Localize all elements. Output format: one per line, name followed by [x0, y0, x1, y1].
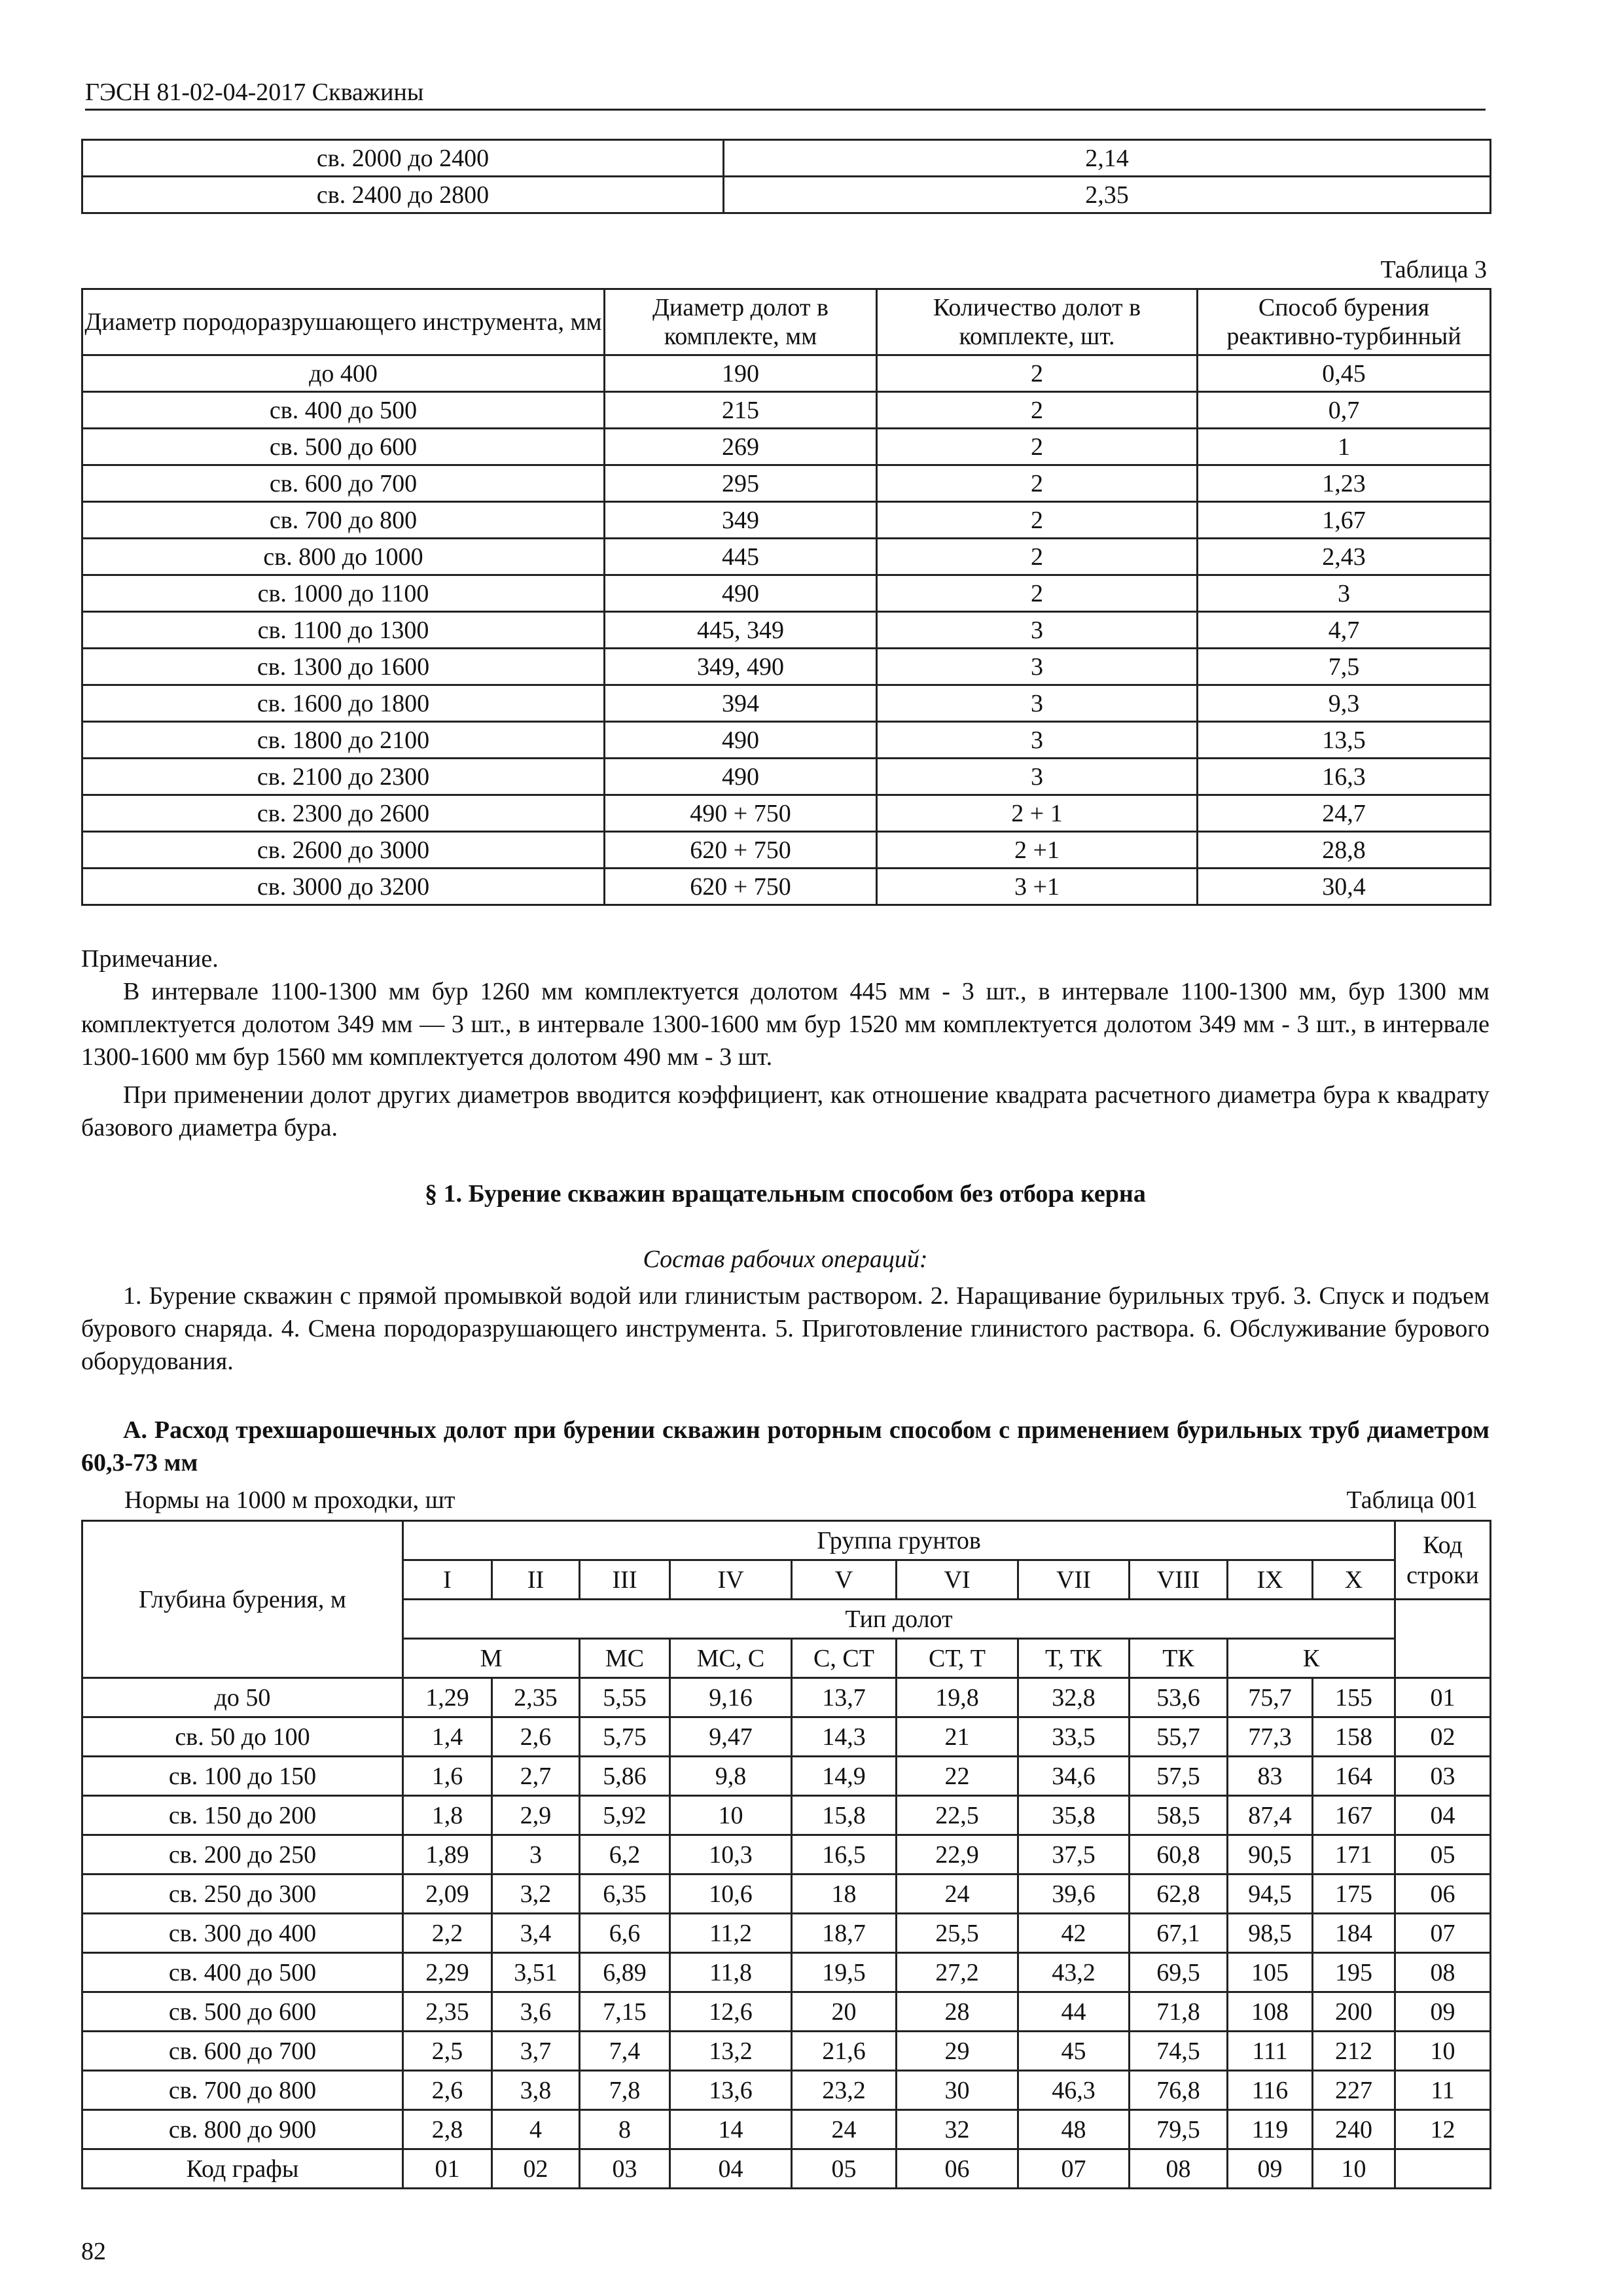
table-row: [82, 1796, 1491, 1835]
table-cell: св. 100 до 150: [82, 1757, 403, 1796]
header-cell: X: [1313, 1560, 1395, 1600]
table-cell: 19,5: [792, 1953, 897, 1992]
table-cell: 09: [1395, 1992, 1491, 2032]
table-cell: 10: [1395, 2032, 1491, 2071]
table-cell: 1,89: [403, 1835, 492, 1874]
table-cell: 23,2: [792, 2071, 897, 2110]
header-cell: Диаметр долот в комплекте, мм: [605, 289, 877, 355]
table-cell: 08: [1395, 1953, 1491, 1992]
table-cell: 76,8: [1130, 2071, 1228, 2110]
table-cell: 490: [605, 759, 877, 795]
table-cell: 14: [670, 2110, 792, 2149]
table-cell: 195: [1313, 1953, 1395, 1992]
table-cell: 69,5: [1130, 1953, 1228, 1992]
table-cell: 39,6: [1018, 1874, 1130, 1914]
table-cell: 6,2: [580, 1835, 670, 1874]
table-cell: св. 3000 до 3200: [82, 869, 605, 905]
table-cell: 57,5: [1130, 1757, 1228, 1796]
table-cell: 3: [877, 612, 1198, 649]
table-cell: 620 + 750: [605, 832, 877, 869]
table-cell: 116: [1228, 2071, 1313, 2110]
table-cell: 02: [492, 2149, 580, 2189]
table-001-caption: Таблица 001: [1346, 1486, 1478, 1514]
table-cell: 2 + 1: [877, 795, 1198, 832]
table-cell: 13,7: [792, 1678, 897, 1717]
table-cell: 15,8: [792, 1796, 897, 1835]
table-row: [82, 1757, 1491, 1796]
table-row: [82, 1914, 1491, 1953]
table-cell: 6,89: [580, 1953, 670, 1992]
table-cell: св. 700 до 800: [82, 2071, 403, 2110]
table-cell: 190: [605, 355, 877, 392]
table-cell: 8: [580, 2110, 670, 2149]
table-cell: св. 700 до 800: [82, 502, 605, 539]
table-cell: 2,6: [492, 1717, 580, 1757]
table-cell: 18,7: [792, 1914, 897, 1953]
table-cell: 83: [1228, 1757, 1313, 1796]
table-cell: 24: [792, 2110, 897, 2149]
table-cell: 34,6: [1018, 1757, 1130, 1796]
table-cell: 1: [1198, 429, 1491, 465]
table-cell: 3,4: [492, 1914, 580, 1953]
table-cell: 87,4: [1228, 1796, 1313, 1835]
table-cell: 9,47: [670, 1717, 792, 1757]
table-cell: 108: [1228, 1992, 1313, 2032]
table-cell: 2,35: [403, 1992, 492, 2032]
table-row: [82, 2110, 1491, 2149]
table-cell: св. 150 до 200: [82, 1796, 403, 1835]
table-cell: 3: [877, 722, 1198, 759]
table-row: [82, 1835, 1491, 1874]
table-cell: 1,8: [403, 1796, 492, 1835]
table-3-caption: Таблица 3: [1380, 256, 1487, 283]
table-cell: 03: [1395, 1757, 1491, 1796]
table-cell: 620 + 750: [605, 869, 877, 905]
table-cell: св. 250 до 300: [82, 1874, 403, 1914]
table-cell: 33,5: [1018, 1717, 1130, 1757]
table-cell: 44: [1018, 1992, 1130, 2032]
table-cell: 12: [1395, 2110, 1491, 2149]
table-row: [82, 355, 1491, 392]
table-cell: 14,3: [792, 1717, 897, 1757]
table-cell: 07: [1018, 2149, 1130, 2189]
table-cell: 2,43: [1198, 539, 1491, 575]
table-cell: 212: [1313, 2032, 1395, 2071]
table-cell: св. 1100 до 1300: [82, 612, 605, 649]
operations-text: 1. Бурение скважин с прямой промывкой водой или глинистым раствором. 2. Наращивание бурильных труб. 3. Спуск и подъем бурового снаряда. 4. Смена породоразрушающего инструмента. 5. Приготовление глинистого раствора. 6. Обслуживание бурового оборудования.: [81, 1282, 1489, 1375]
table-cell: 2: [877, 575, 1198, 612]
header-cell: С, СТ: [792, 1639, 897, 1678]
table-cell: 3: [492, 1835, 580, 1874]
table-cell: 10: [1313, 2149, 1395, 2189]
table-cell: 240: [1313, 2110, 1395, 2149]
table-cell: 9,8: [670, 1757, 792, 1796]
table-cell: 13,2: [670, 2032, 792, 2071]
table-cell: 94,5: [1228, 1874, 1313, 1914]
table-cell: 16,5: [792, 1835, 897, 1874]
table-cell: 227: [1313, 2071, 1395, 2110]
table-cell: 3,7: [492, 2032, 580, 2071]
table-cell: 7,8: [580, 2071, 670, 2110]
table-cell: 2,35: [724, 177, 1491, 213]
table-cell: 10,3: [670, 1835, 792, 1874]
table-row: [82, 1953, 1491, 1992]
header-cell: Т, ТК: [1018, 1639, 1130, 1678]
table-cell: 46,3: [1018, 2071, 1130, 2110]
table-row: [82, 722, 1491, 759]
header-cell: VII: [1018, 1560, 1130, 1600]
table-cell: 05: [1395, 1835, 1491, 1874]
table-cell: св. 500 до 600: [82, 1992, 403, 2032]
table-cell: 2,35: [492, 1678, 580, 1717]
table-cell: 1,23: [1198, 465, 1491, 502]
table-cell: св. 2100 до 2300: [82, 759, 605, 795]
table-cell: 32: [897, 2110, 1018, 2149]
table-cell: 167: [1313, 1796, 1395, 1835]
table-cell: 3: [877, 759, 1198, 795]
table-cell: 3: [877, 649, 1198, 685]
table-cell: св. 1600 до 1800: [82, 685, 605, 722]
table-cell: 215: [605, 392, 877, 429]
table-row-column-codes: [82, 2149, 1491, 2189]
table-cell: 269: [605, 429, 877, 465]
table-cell: 08: [1130, 2149, 1228, 2189]
table-cell: 10: [670, 1796, 792, 1835]
section-title: § 1. Бурение скважин вращательным способом без отбора керна: [425, 1180, 1146, 1208]
table-cell: 1,4: [403, 1717, 492, 1757]
table-cell: 29: [897, 2032, 1018, 2071]
table-cell: 01: [1395, 1678, 1491, 1717]
table-cell: 0,45: [1198, 355, 1491, 392]
table-cell: 90,5: [1228, 1835, 1313, 1874]
table-row: [82, 575, 1491, 612]
table-cell: 60,8: [1130, 1835, 1228, 1874]
table-cell: 6,6: [580, 1914, 670, 1953]
table-cell: 3: [1198, 575, 1491, 612]
table-cell: 28,8: [1198, 832, 1491, 869]
table-cell: 04: [670, 2149, 792, 2189]
table-cell: 04: [1395, 1796, 1491, 1835]
table-cell: 22,5: [897, 1796, 1018, 1835]
table-row: [82, 685, 1491, 722]
header-cell-type: Тип долот: [403, 1600, 1395, 1639]
header-cell: МС: [580, 1639, 670, 1678]
table-row: [82, 649, 1491, 685]
table-cell: 2,5: [403, 2032, 492, 2071]
table-cell: 11,2: [670, 1914, 792, 1953]
table-cell: 98,5: [1228, 1914, 1313, 1953]
note-paragraph: При применении долот других диаметров вводится коэффициент, как отношение квадрата расчетного диаметра бура к квадрату базового диаметра бура.: [81, 1081, 1489, 1141]
operations-title: Состав рабочих операций:: [643, 1246, 928, 1273]
table-cell: 2: [877, 429, 1198, 465]
table-cell: 155: [1313, 1678, 1395, 1717]
table-cell: 2,7: [492, 1757, 580, 1796]
header-cell: К: [1228, 1639, 1395, 1678]
table-cell: 119: [1228, 2110, 1313, 2149]
table-cell: 295: [605, 465, 877, 502]
table-cell: 171: [1313, 1835, 1395, 1874]
table-row: [82, 177, 1491, 213]
table-cell: 2,2: [403, 1914, 492, 1953]
header-cell-group: Группа грунтов: [403, 1521, 1395, 1560]
table-cell: 111: [1228, 2032, 1313, 2071]
header-cell: Количество долот в комплекте, шт.: [877, 289, 1198, 355]
table-cell: 9,3: [1198, 685, 1491, 722]
table-row: [82, 869, 1491, 905]
table-cell: 25,5: [897, 1914, 1018, 1953]
header-cell: II: [492, 1560, 580, 1600]
table-cell: св. 1300 до 1600: [82, 649, 605, 685]
table-cell: 1,67: [1198, 502, 1491, 539]
table-cell: 2,09: [403, 1874, 492, 1914]
table-cell: 2: [877, 539, 1198, 575]
header-cell: М: [403, 1639, 580, 1678]
header-cell: VI: [897, 1560, 1018, 1600]
table-cell: 3: [877, 685, 1198, 722]
table-row: [82, 832, 1491, 869]
table-header-row: [82, 289, 1491, 355]
table-cell: 2: [877, 502, 1198, 539]
table-cell: св. 500 до 600: [82, 429, 605, 465]
table-cell: 06: [897, 2149, 1018, 2189]
table-cell: 09: [1228, 2149, 1313, 2189]
running-header: ГЭСН 81-02-04-2017 Скважины: [85, 77, 1486, 111]
table-cell: 75,7: [1228, 1678, 1313, 1717]
table-row: [82, 140, 1491, 177]
table-cell: 22,9: [897, 1835, 1018, 1874]
table-cell: 490 + 750: [605, 795, 877, 832]
table-cell: 05: [792, 2149, 897, 2189]
table-cell: 06: [1395, 1874, 1491, 1914]
table-cell: 07: [1395, 1914, 1491, 1953]
table-cell: 7,15: [580, 1992, 670, 2032]
table-row: [82, 539, 1491, 575]
table-cell: св. 1000 до 1100: [82, 575, 605, 612]
table-cell: 490: [605, 575, 877, 612]
table-cell: св. 50 до 100: [82, 1717, 403, 1757]
table-cell: 37,5: [1018, 1835, 1130, 1874]
table-cell: 2 +1: [877, 832, 1198, 869]
table-cell: 55,7: [1130, 1717, 1228, 1757]
table-cell: 77,3: [1228, 1717, 1313, 1757]
table-cell: 2,9: [492, 1796, 580, 1835]
table-cell: 7,4: [580, 2032, 670, 2071]
table-cell: 6,35: [580, 1874, 670, 1914]
table-cell: 184: [1313, 1914, 1395, 1953]
table-row: [82, 612, 1491, 649]
table-001: [81, 1520, 1491, 2189]
table-cell: 4: [492, 2110, 580, 2149]
table-cell: 5,86: [580, 1757, 670, 1796]
table-cell: 9,16: [670, 1678, 792, 1717]
table-cell: 18: [792, 1874, 897, 1914]
table-cell: 27,2: [897, 1953, 1018, 1992]
table-cell: 349: [605, 502, 877, 539]
note-label: Примечание.: [81, 945, 219, 973]
table-cell: 21: [897, 1717, 1018, 1757]
table-cell: 105: [1228, 1953, 1313, 1992]
table-cell: св. 2600 до 3000: [82, 832, 605, 869]
table-cell: 394: [605, 685, 877, 722]
table-cell: 2: [877, 355, 1198, 392]
table-cell: 445, 349: [605, 612, 877, 649]
table-cell: 0,7: [1198, 392, 1491, 429]
table-row: [82, 392, 1491, 429]
table-cell: 24: [897, 1874, 1018, 1914]
table-cell: св. 400 до 500: [82, 392, 605, 429]
table-row: [82, 1717, 1491, 1757]
header-cell: IV: [670, 1560, 792, 1600]
continuation-table: [81, 139, 1491, 214]
table-cell: 5,55: [580, 1678, 670, 1717]
table-cell: 02: [1395, 1717, 1491, 1757]
table-cell: 490: [605, 722, 877, 759]
table-cell: 01: [403, 2149, 492, 2189]
header-cell-depth: Глубина бурения, м: [82, 1521, 403, 1678]
table-row: [82, 502, 1491, 539]
table-cell: до 50: [82, 1678, 403, 1717]
note-paragraph: В интервале 1100-1300 мм бур 1260 мм комплектуется долотом 445 мм - 3 шт., в интервале 1100-1300 мм, бур 1300 мм комплектуется долотом 349 мм — 3 шт., в интервале 1300-1600 мм бур 1520 мм комплектуется долотом 349 мм - 3 шт., в интервале 1300-1600 мм бур 1560 мм комплектуется долотом 490 мм - 3 шт.: [81, 978, 1489, 1071]
table-cell: 24,7: [1198, 795, 1491, 832]
table-cell: 5,75: [580, 1717, 670, 1757]
table-cell: св. 2000 до 2400: [82, 140, 724, 177]
table-cell: св. 300 до 400: [82, 1914, 403, 1953]
table-cell: 7,5: [1198, 649, 1491, 685]
table-cell: до 400: [82, 355, 605, 392]
table-cell: 3,8: [492, 2071, 580, 2110]
table-row: [82, 1678, 1491, 1717]
table-cell: 32,8: [1018, 1678, 1130, 1717]
header-cell: VIII: [1130, 1560, 1228, 1600]
table-cell: св. 600 до 700: [82, 465, 605, 502]
header-cell: СТ, Т: [897, 1639, 1018, 1678]
table-cell: 11: [1395, 2071, 1491, 2110]
header-cell: ТК: [1130, 1639, 1228, 1678]
table-cell: 1,29: [403, 1678, 492, 1717]
table-cell: 2,14: [724, 140, 1491, 177]
header-cell: III: [580, 1560, 670, 1600]
table-cell: св. 800 до 900: [82, 2110, 403, 2149]
header-cell: I: [403, 1560, 492, 1600]
table-row: [82, 2071, 1491, 2110]
table-cell: 2,29: [403, 1953, 492, 1992]
table-cell: 62,8: [1130, 1874, 1228, 1914]
table-cell: 03: [580, 2149, 670, 2189]
table-row: [82, 1874, 1491, 1914]
header-cell: IX: [1228, 1560, 1313, 1600]
table-cell: 158: [1313, 1717, 1395, 1757]
table-row: [82, 1992, 1491, 2032]
table-cell: 48: [1018, 2110, 1130, 2149]
table-cell: 58,5: [1130, 1796, 1228, 1835]
table-cell: 53,6: [1130, 1678, 1228, 1717]
table-cell: 445: [605, 539, 877, 575]
table-cell: 71,8: [1130, 1992, 1228, 2032]
table-cell: 5,92: [580, 1796, 670, 1835]
table-cell: 164: [1313, 1757, 1395, 1796]
table-cell: 19,8: [897, 1678, 1018, 1717]
table-row: [82, 2032, 1491, 2071]
table-cell: св. 400 до 500: [82, 1953, 403, 1992]
table-cell: 14,9: [792, 1757, 897, 1796]
table-cell: 349, 490: [605, 649, 877, 685]
table-cell: 2,8: [403, 2110, 492, 2149]
table-cell: 74,5: [1130, 2032, 1228, 2071]
table-3: [81, 288, 1491, 906]
table-cell: св. 1800 до 2100: [82, 722, 605, 759]
norms-line: Нормы на 1000 м проходки, шт: [124, 1486, 455, 1514]
table-cell: 3,2: [492, 1874, 580, 1914]
table-cell: 2,6: [403, 2071, 492, 2110]
table-cell: 2: [877, 465, 1198, 502]
table-cell: св. 600 до 700: [82, 2032, 403, 2071]
column-code-label: Код графы: [82, 2149, 403, 2189]
table-cell: 2: [877, 392, 1198, 429]
table-cell: 67,1: [1130, 1914, 1228, 1953]
table-cell: 13,5: [1198, 722, 1491, 759]
page-number: 82: [81, 2238, 106, 2265]
header-cell-empty: [1395, 1600, 1491, 1678]
header-cell: Способ бурения реактивно-турбинный: [1198, 289, 1491, 355]
table-cell: 20: [792, 1992, 897, 2032]
header-cell: МС, С: [670, 1639, 792, 1678]
table-header-row: [82, 1521, 1491, 1560]
table-cell: 45: [1018, 2032, 1130, 2071]
table-cell: 28: [897, 1992, 1018, 2032]
table-cell: 3 +1: [877, 869, 1198, 905]
table-cell: 79,5: [1130, 2110, 1228, 2149]
table-cell: св. 2300 до 2600: [82, 795, 605, 832]
table-cell: 3,51: [492, 1953, 580, 1992]
table-cell: 35,8: [1018, 1796, 1130, 1835]
table-cell: 10,6: [670, 1874, 792, 1914]
table-row: [82, 759, 1491, 795]
table-cell: 3,6: [492, 1992, 580, 2032]
header-cell: Диаметр породоразрушающего инструмента, мм: [82, 289, 605, 355]
table-cell: 16,3: [1198, 759, 1491, 795]
table-cell: св. 2400 до 2800: [82, 177, 724, 213]
table-cell: 11,8: [670, 1953, 792, 1992]
table-cell: св. 200 до 250: [82, 1835, 403, 1874]
table-row: [82, 795, 1491, 832]
header-cell-code: Код строки: [1395, 1521, 1491, 1600]
header-cell: V: [792, 1560, 897, 1600]
table-cell: 30: [897, 2071, 1018, 2110]
table-cell: св. 800 до 1000: [82, 539, 605, 575]
table-cell-empty: [1395, 2149, 1491, 2189]
table-cell: 175: [1313, 1874, 1395, 1914]
table-row: [82, 429, 1491, 465]
table-cell: 21,6: [792, 2032, 897, 2071]
table-cell: 22: [897, 1757, 1018, 1796]
table-cell: 13,6: [670, 2071, 792, 2110]
table-cell: 4,7: [1198, 612, 1491, 649]
subsection-title: А. Расход трехшарошечных долот при бурении скважин роторным способом с применением бурильных труб диаметром 60,3-73 мм: [81, 1416, 1489, 1477]
table-cell: 1,6: [403, 1757, 492, 1796]
table-row: [82, 465, 1491, 502]
table-cell: 200: [1313, 1992, 1395, 2032]
table-cell: 12,6: [670, 1992, 792, 2032]
table-cell: 42: [1018, 1914, 1130, 1953]
table-cell: 30,4: [1198, 869, 1491, 905]
table-cell: 43,2: [1018, 1953, 1130, 1992]
